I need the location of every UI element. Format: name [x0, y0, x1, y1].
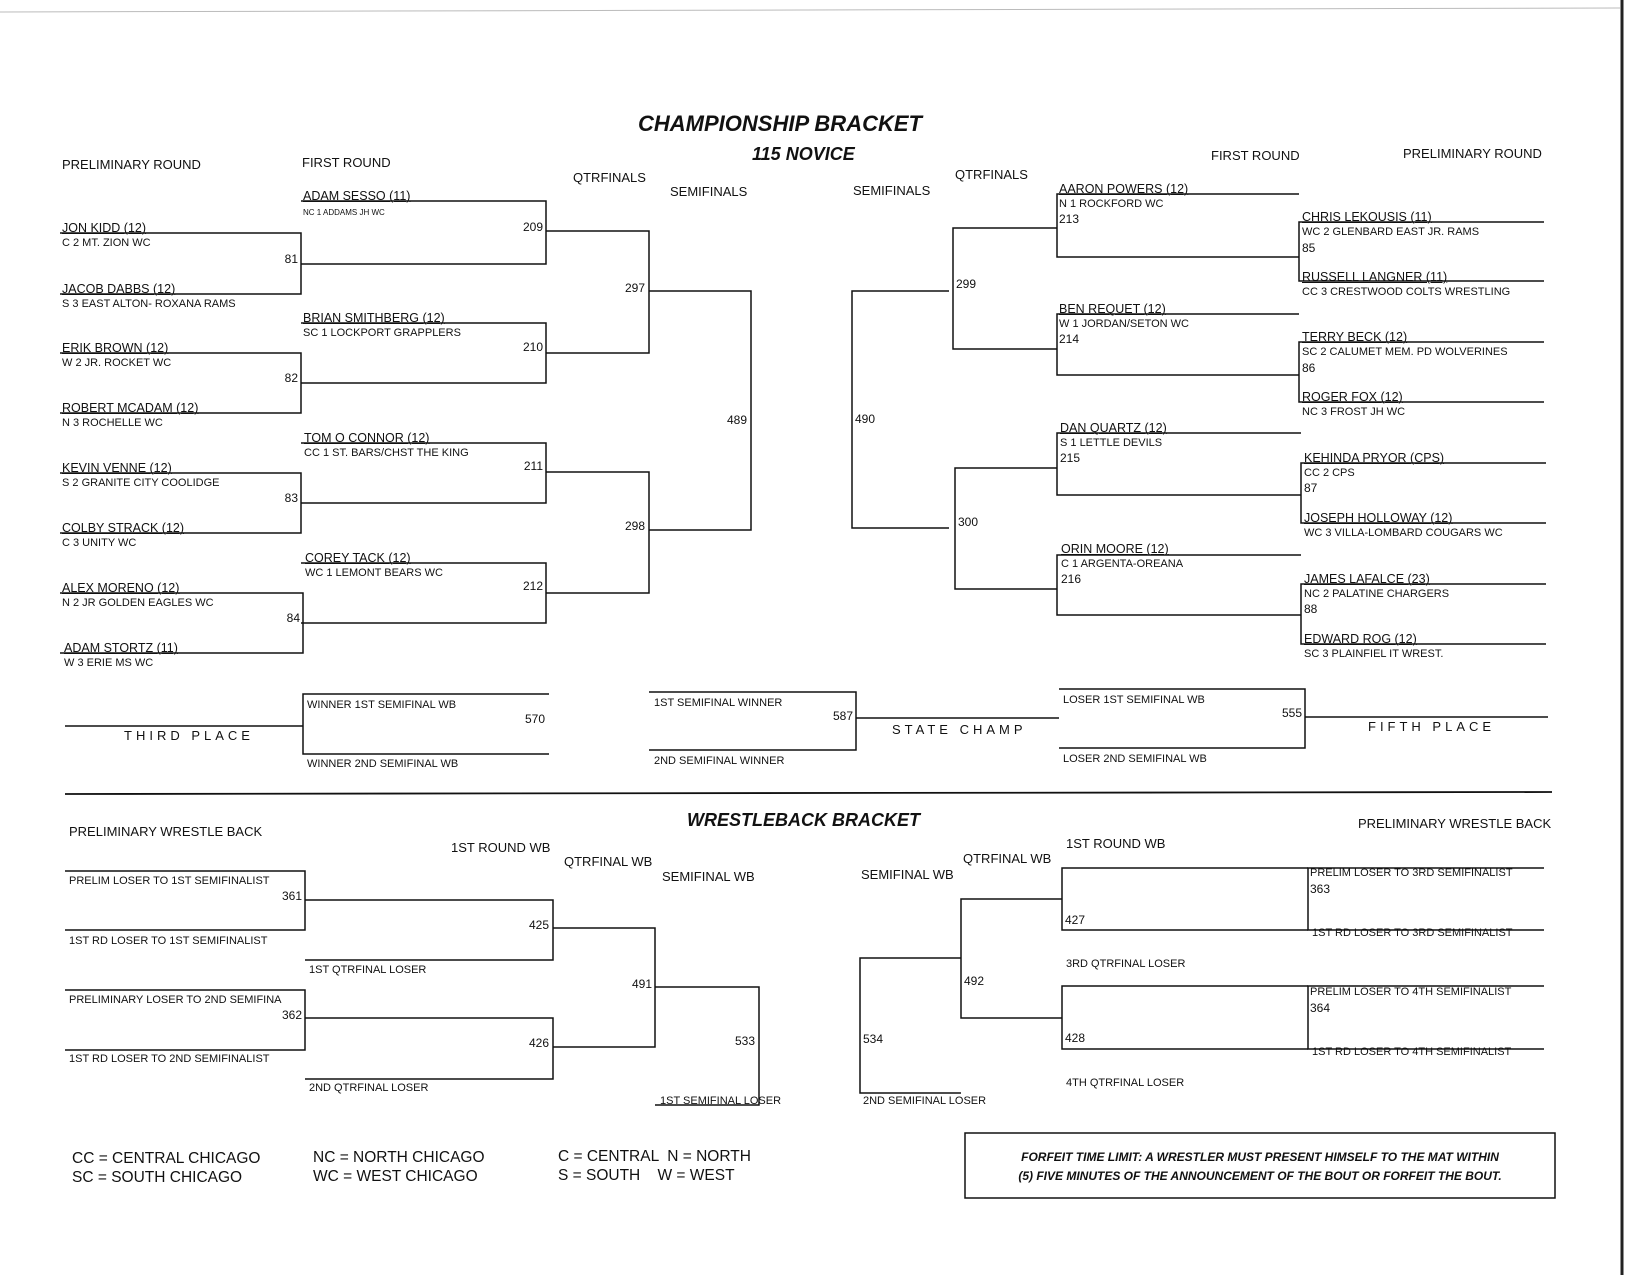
fifth-place-top: LOSER 1ST SEMIFINAL WB — [1063, 694, 1205, 706]
bout-number: 212 — [522, 579, 543, 593]
bout-number: 86 — [1302, 361, 1316, 375]
bout-number: 87 — [1304, 481, 1318, 495]
header-wb-semi-right: SEMIFINAL WB — [861, 867, 954, 882]
header-wb-first-left: 1ST ROUND WB — [451, 840, 551, 855]
fifth-place-label: FIFTH PLACE — [1368, 719, 1496, 734]
wrestler-name: KEVIN VENNE (12) — [62, 461, 172, 475]
wb-slot: 1ST RD LOSER TO 2ND SEMIFINALIST — [69, 1053, 270, 1065]
wrestler-team: S 1 LETTLE DEVILS — [1060, 437, 1163, 449]
bout-number: 364 — [1310, 1001, 1331, 1015]
bout-number: 361 — [281, 889, 302, 903]
bout-number: 88 — [1304, 602, 1318, 616]
header-wb-prelim-right: PRELIMINARY WRESTLE BACK — [1358, 816, 1552, 831]
header-prelim-left: PRELIMINARY ROUND — [62, 157, 201, 172]
wrestler-team: NC 3 FROST JH WC — [1302, 406, 1406, 418]
wrestler-name: ERIK BROWN (12) — [62, 341, 169, 355]
header-first-right: FIRST ROUND — [1211, 148, 1300, 163]
wb-slot: 1ST RD LOSER TO 1ST SEMIFINALIST — [69, 935, 268, 947]
bout-number: 362 — [281, 1008, 302, 1022]
wrestler-name: AARON POWERS (12) — [1059, 182, 1189, 196]
header-wb-qtr-left: QTRFINAL WB — [564, 854, 653, 869]
bout-number: 213 — [1059, 212, 1080, 226]
legend-c-n: C = CENTRAL N = NORTH — [558, 1148, 751, 1165]
bout-number: 534 — [863, 1032, 884, 1046]
third-place-bottom: WINNER 2ND SEMIFINAL WB — [307, 758, 459, 770]
header-semi-left: SEMIFINALS — [670, 184, 748, 199]
wrestler-name: ROBERT MCADAM (12) — [62, 401, 199, 415]
wrestler-team: S 3 EAST ALTON- ROXANA RAMS — [62, 298, 236, 310]
bout-number: 492 — [964, 974, 985, 988]
bout-number: 587 — [833, 709, 854, 723]
wrestler-team: CC 3 CRESTWOOD COLTS WRESTLING — [1302, 286, 1511, 298]
wrestler-team: N 2 JR GOLDEN EAGLES WC — [62, 597, 214, 609]
wrestler-team: CC 2 CPS — [1304, 467, 1355, 479]
wb-slot: 1ST SEMIFINAL LOSER — [660, 1095, 782, 1107]
bout-number: 426 — [528, 1036, 549, 1050]
wrestler-team: CC 1 ST. BARS/CHST THE KING — [304, 447, 469, 459]
bout-number: 298 — [624, 519, 645, 533]
wrestler-team: C 3 UNITY WC — [62, 537, 137, 549]
wb-slot: PRELIM LOSER TO 3RD SEMIFINALIST — [1310, 867, 1513, 879]
bout-number: 570 — [525, 712, 546, 726]
bout-number: 215 — [1060, 451, 1081, 465]
bout-number: 555 — [1282, 706, 1303, 720]
champ-bottom: 2ND SEMIFINAL WINNER — [654, 755, 785, 767]
header-wb-qtr-right: QTRFINAL WB — [963, 851, 1052, 866]
wb-slot: 2ND SEMIFINAL LOSER — [863, 1095, 987, 1107]
bout-number: 85 — [1302, 241, 1316, 255]
forfeit-note-line1: FORFEIT TIME LIMIT: A WRESTLER MUST PRESENT HIMSELF TO THE MAT WITHIN — [1021, 1150, 1499, 1164]
wrestler-team: N 3 ROCHELLE WC — [62, 417, 163, 429]
wrestler-team: WC 3 VILLA-LOMBARD COUGARS WC — [1304, 527, 1503, 539]
state-champ-label: STATE CHAMP — [892, 722, 1027, 737]
bout-number: 211 — [523, 459, 543, 473]
wb-slot: 1ST RD LOSER TO 3RD SEMIFINALIST — [1312, 927, 1513, 939]
wb-slot: 3RD QTRFINAL LOSER — [1066, 958, 1186, 970]
wrestler-name: EDWARD ROG (12) — [1304, 632, 1417, 646]
header-semi-right: SEMIFINALS — [853, 183, 931, 198]
bout-number: 297 — [624, 281, 645, 295]
wrestler-name: DAN QUARTZ (12) — [1060, 421, 1167, 435]
fifth-place-bottom: LOSER 2ND SEMIFINAL WB — [1063, 753, 1207, 765]
wrestler-team: NC 2 PALATINE CHARGERS — [1304, 588, 1450, 600]
bout-number: 216 — [1061, 572, 1082, 586]
wrestler-name: JON KIDD (12) — [62, 221, 147, 235]
wrestler-team: SC 1 LOCKPORT GRAPPLERS — [303, 327, 461, 339]
wrestler-name: KEHINDA PRYOR (CPS) — [1304, 451, 1445, 465]
wrestler-name: ALEX MORENO (12) — [62, 581, 180, 595]
wrestler-name: COLBY STRACK (12) — [62, 521, 185, 535]
wrestler-name: BRIAN SMITHBERG (12) — [303, 311, 445, 325]
wrestler-team: WC 1 LEMONT BEARS WC — [305, 567, 443, 579]
wrestler-team: SC 2 CALUMET MEM. PD WOLVERINES — [1302, 346, 1508, 358]
header-first-left: FIRST ROUND — [302, 155, 391, 170]
wrestler-team: S 2 GRANITE CITY COOLIDGE — [62, 477, 220, 489]
wrestler-team: W 3 ERIE MS WC — [64, 657, 154, 669]
wrestler-name: JACOB DABBS (12) — [62, 282, 176, 296]
bout-number: 533 — [734, 1034, 755, 1048]
bout-number: 491 — [631, 977, 652, 991]
wrestler-name: TERRY BECK (12) — [1302, 330, 1408, 344]
legend-s-w: S = SOUTH W = WEST — [558, 1167, 735, 1184]
wb-slot: 2ND QTRFINAL LOSER — [309, 1082, 429, 1094]
header-wb-semi-left: SEMIFINAL WB — [662, 869, 755, 884]
bout-number: 363 — [1310, 882, 1331, 896]
wrestler-name: CHRIS LEKOUSIS (11) — [1302, 210, 1432, 224]
wb-slot: PRELIMINARY LOSER TO 2ND SEMIFINA — [69, 994, 282, 1006]
bout-number: 490 — [855, 412, 876, 426]
wrestler-team: NC 1 ADDAMS JH WC — [303, 208, 385, 217]
bout-number: 210 — [522, 340, 543, 354]
champ-top: 1ST SEMIFINAL WINNER — [654, 697, 783, 709]
bout-number: 428 — [1065, 1031, 1086, 1045]
third-place-label: THIRD PLACE — [124, 728, 254, 743]
third-place-top: WINNER 1ST SEMIFINAL WB — [307, 699, 457, 711]
wrestler-team: W 1 JORDAN/SETON WC — [1059, 318, 1189, 330]
bout-number: 83 — [284, 491, 298, 505]
legend-wc: WC = WEST CHICAGO — [313, 1168, 478, 1185]
wrestler-name: ADAM STORTZ (11) — [64, 641, 178, 655]
wb-slot: 1ST QTRFINAL LOSER — [309, 964, 427, 976]
header-qtr-right: QTRFINALS — [955, 167, 1028, 182]
bout-number: 81 — [284, 252, 298, 266]
wb-slot: PRELIM LOSER TO 4TH SEMIFINALIST — [1310, 986, 1512, 998]
header-wb-prelim-left: PRELIMINARY WRESTLE BACK — [69, 824, 263, 839]
header-wb-first-right: 1ST ROUND WB — [1066, 836, 1166, 851]
wrestler-name: JOSEPH HOLLOWAY (12) — [1304, 511, 1453, 525]
wrestler-name: ORIN MOORE (12) — [1061, 542, 1169, 556]
bout-number: 84 — [286, 611, 300, 625]
bout-number: 209 — [522, 220, 543, 234]
wrestler-team: WC 2 GLENBARD EAST JR. RAMS — [1302, 226, 1480, 238]
bout-number: 489 — [726, 413, 747, 427]
wrestler-name: ROGER FOX (12) — [1302, 390, 1403, 404]
championship-title: CHAMPIONSHIP BRACKET — [638, 111, 922, 136]
wrestler-name: COREY TACK (12) — [305, 551, 411, 565]
bout-number: 427 — [1065, 913, 1086, 927]
wrestler-team: C 2 MT. ZION WC — [62, 237, 151, 249]
wrestler-name: ADAM SESSO (11) — [303, 189, 411, 203]
weight-class: 115 NOVICE — [752, 144, 855, 164]
header-qtr-left: QTRFINALS — [573, 170, 646, 185]
wrestler-name: RUSSELL LANGNER (11) — [1302, 270, 1448, 284]
wrestler-team: N 1 ROCKFORD WC — [1059, 198, 1164, 210]
wrestler-name: JAMES LAFALCE (23) — [1304, 572, 1430, 586]
wrestler-name: TOM O CONNOR (12) — [304, 431, 430, 445]
bout-number: 300 — [958, 515, 979, 529]
header-prelim-right: PRELIMINARY ROUND — [1403, 146, 1542, 161]
legend-cc: CC = CENTRAL CHICAGO — [72, 1150, 261, 1167]
wrestler-team: W 2 JR. ROCKET WC — [62, 357, 172, 369]
legend-nc: NC = NORTH CHICAGO — [313, 1149, 485, 1166]
bout-number: 425 — [528, 918, 549, 932]
wb-slot: 4TH QTRFINAL LOSER — [1066, 1077, 1185, 1089]
legend-sc: SC = SOUTH CHICAGO — [72, 1169, 243, 1186]
wb-slot: PRELIM LOSER TO 1ST SEMIFINALIST — [69, 875, 270, 887]
bout-number: 299 — [956, 277, 977, 291]
bout-number: 214 — [1059, 332, 1080, 346]
wrestler-team: C 1 ARGENTA-OREANA — [1061, 558, 1184, 570]
bout-number: 82 — [284, 371, 298, 385]
forfeit-note-line2: (5) FIVE MINUTES OF THE ANNOUNCEMENT OF THE BOUT OR FORFEIT THE BOUT. — [1018, 1169, 1502, 1183]
wrestleback-title: WRESTLEBACK BRACKET — [687, 810, 920, 830]
wrestler-name: BEN REQUET (12) — [1059, 302, 1166, 316]
wb-slot: 1ST RD LOSER TO 4TH SEMIFINALIST — [1312, 1046, 1512, 1058]
wrestler-team: SC 3 PLAINFIEL IT WREST. — [1304, 648, 1444, 660]
